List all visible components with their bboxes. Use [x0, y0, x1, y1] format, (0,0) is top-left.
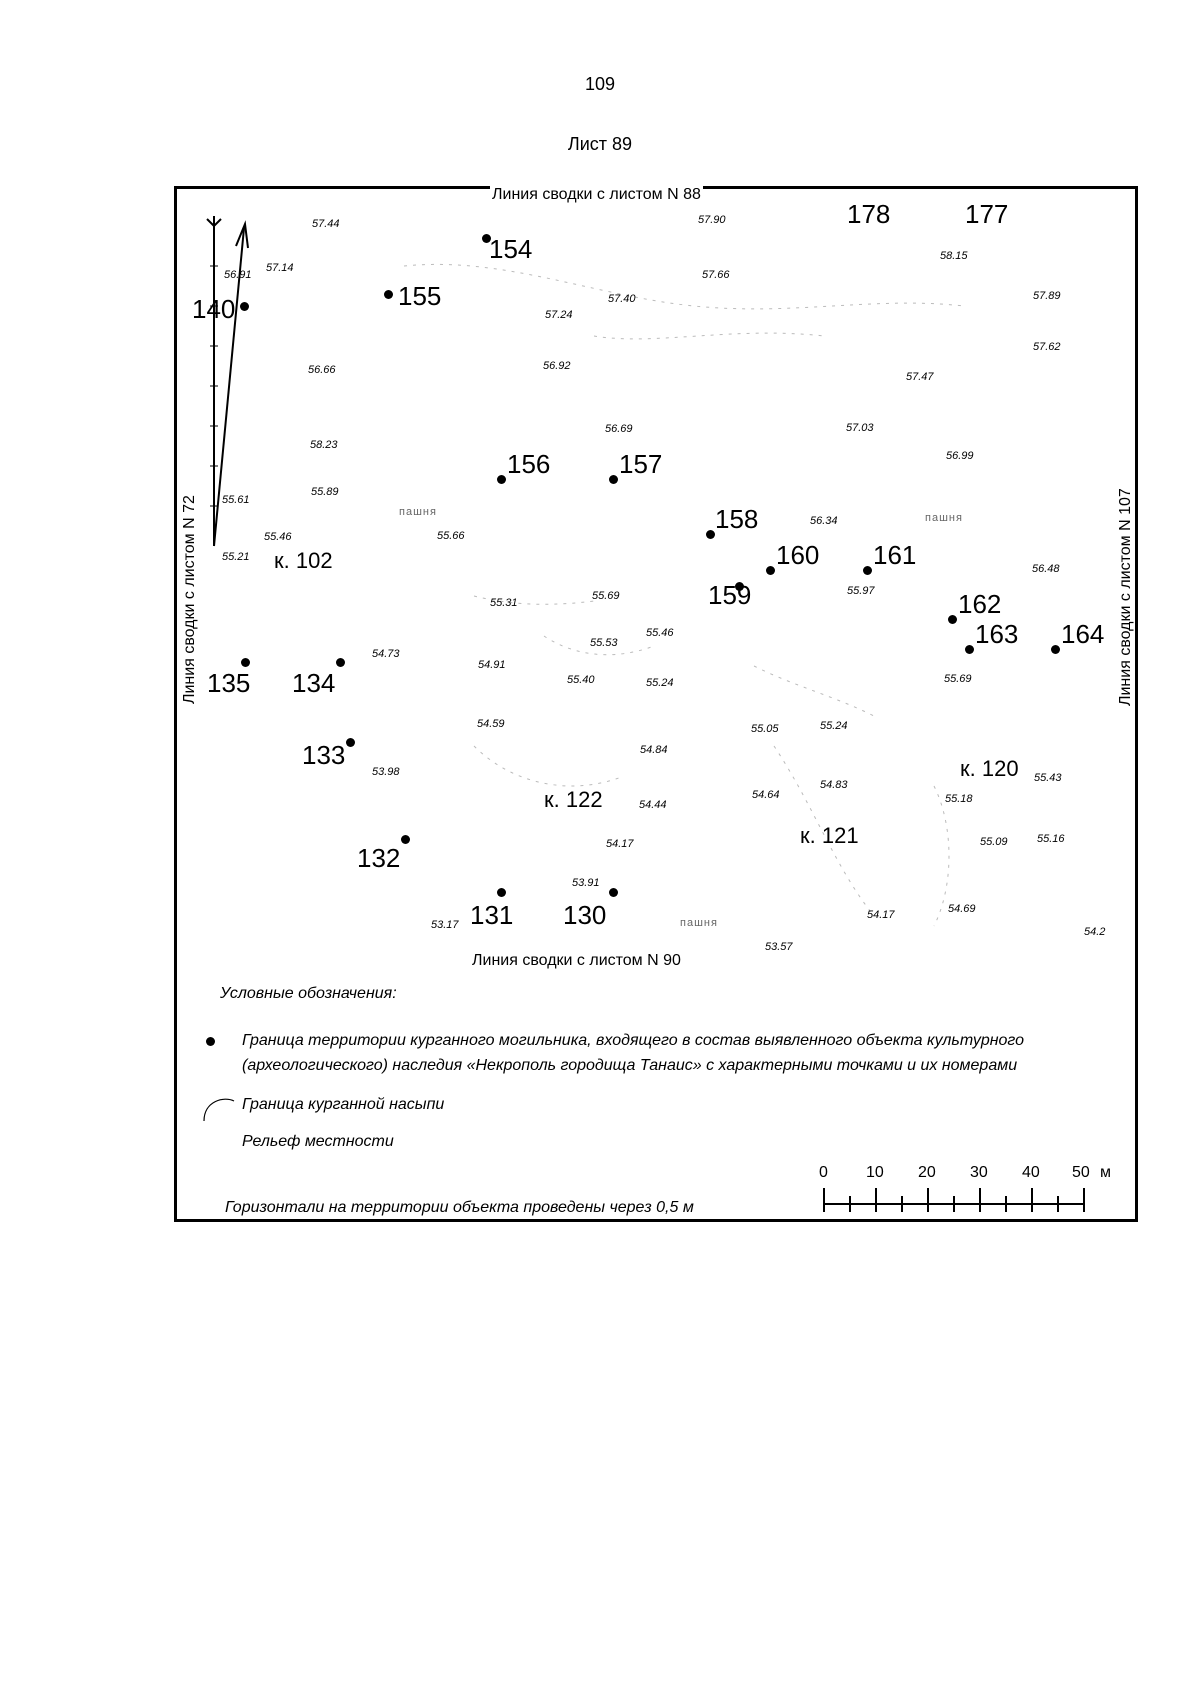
- boundary-point-dot: [401, 835, 410, 844]
- spot-elevation: 54.59: [477, 718, 505, 730]
- scale-unit: м: [1100, 1164, 1111, 1181]
- page-number: 109: [584, 74, 616, 94]
- spot-elevation: 57.47: [906, 371, 934, 383]
- spot-elevation: 57.89: [1033, 290, 1061, 302]
- spot-elevation: 55.43: [1034, 772, 1062, 784]
- scale-tick-label: 30: [970, 1164, 988, 1181]
- spot-elevation: 55.05: [751, 723, 779, 735]
- spot-elevation: 56.66: [308, 364, 336, 376]
- spot-elevation: 55.89: [311, 486, 339, 498]
- spot-elevation: 56.48: [1032, 563, 1060, 575]
- boundary-point-label: 133: [302, 740, 346, 770]
- boundary-point-label: 163: [975, 619, 1019, 649]
- legend-boundary-text-line2: (археологического) наследия «Некрополь городища Танаис» с характерными точками и их номерами: [242, 1057, 1018, 1074]
- boundary-point-symbol-icon: [206, 1037, 215, 1046]
- mound-label: к. 122: [544, 787, 603, 812]
- scale-tick-label: 10: [866, 1164, 884, 1181]
- mound-label: к. 121: [800, 823, 859, 848]
- boundary-point-dot: [346, 738, 355, 747]
- boundary-point-dot: [336, 658, 345, 667]
- spot-elevation: 57.66: [702, 269, 730, 281]
- spot-elevation: 55.46: [264, 531, 292, 543]
- legend-boundary-text-line1: Граница территории курганного могильника, входящего в состав выявленного объекта культурного: [242, 1032, 1025, 1049]
- boundary-point-label: 134: [292, 668, 336, 698]
- boundary-point-dot: [240, 302, 249, 311]
- sheet-title: Лист 89: [567, 134, 633, 154]
- boundary-point-dot: [1051, 645, 1060, 654]
- boundary-point-dot: [609, 888, 618, 897]
- spot-elevation: 54.17: [867, 909, 895, 921]
- spot-elevation: 57.24: [545, 309, 573, 321]
- boundary-point-dot: [766, 566, 775, 575]
- boundary-point-label: 160: [776, 540, 820, 570]
- boundary-point-label: 135: [207, 668, 251, 698]
- legend-title: Условные обозначения:: [220, 985, 397, 1002]
- boundary-point-dot: [241, 658, 250, 667]
- spot-elevation: 53.17: [431, 919, 459, 931]
- boundary-point-dot: [965, 645, 974, 654]
- spot-elevation: 54.17: [606, 838, 634, 850]
- boundary-point-dot: [948, 615, 957, 624]
- boundary-point-dot: [706, 530, 715, 539]
- land-use-label: пашня: [925, 512, 963, 524]
- mound-label: к. 102: [274, 548, 333, 573]
- boundary-point-label: 158: [715, 504, 759, 534]
- edge-label-left: Линия сводки с листом N 72: [181, 495, 198, 704]
- mound-label: к. 120: [960, 756, 1019, 781]
- spot-elevation: 55.53: [590, 637, 618, 649]
- boundary-point-label: 155: [398, 281, 442, 311]
- spot-elevation: 54.69: [948, 903, 976, 915]
- edge-label-top: Линия сводки с листом N 88: [492, 186, 701, 203]
- spot-elevation: 56.92: [543, 360, 571, 372]
- spot-elevation: 57.40: [608, 293, 636, 305]
- spot-elevation: 55.69: [944, 673, 972, 685]
- boundary-point-label: 159: [708, 580, 752, 610]
- boundary-point-dot: [497, 475, 506, 484]
- spot-elevation: 55.21: [222, 551, 250, 563]
- scale-bar: [824, 1188, 1084, 1212]
- boundary-point-dot: [863, 566, 872, 575]
- spot-elevation: 55.31: [490, 597, 518, 609]
- boundary-point-dot: [384, 290, 393, 299]
- spot-elevation: 58.23: [310, 439, 338, 451]
- boundary-point-label: 161: [873, 540, 917, 570]
- boundary-point-label: 164: [1061, 619, 1105, 649]
- spot-elevation: 54.64: [752, 789, 780, 801]
- scale-tick-label: 0: [819, 1164, 828, 1181]
- spot-elevation: 55.09: [980, 836, 1008, 848]
- boundary-point-label: 154: [489, 234, 533, 264]
- spot-elevation: 55.40: [567, 674, 595, 686]
- spot-elevation: 54.2: [1084, 926, 1106, 938]
- legend-relief-text: Рельеф местности: [242, 1133, 394, 1150]
- legend-contours-text: Горизонтали на территории объекта проведены через 0,5 м: [225, 1199, 694, 1216]
- edge-label-right: Линия сводки с листом N 107: [1117, 488, 1134, 706]
- spot-elevation: 55.69: [592, 590, 620, 602]
- spot-elevation: 54.73: [372, 648, 400, 660]
- spot-elevation: 55.46: [646, 627, 674, 639]
- adjacent-point-label: 177: [965, 199, 1009, 229]
- edge-label-bottom: Линия сводки с листом N 90: [472, 952, 681, 969]
- spot-elevation: 54.44: [639, 799, 667, 811]
- scale-tick-label: 40: [1022, 1164, 1040, 1181]
- scale-tick-label: 20: [918, 1164, 936, 1181]
- spot-elevation: 57.03: [846, 422, 874, 434]
- legend-mound-boundary-text: Граница курганной насыпи: [242, 1096, 445, 1113]
- spot-elevation: 57.44: [312, 218, 340, 230]
- spot-elevation: 54.83: [820, 779, 848, 791]
- spot-elevation: 55.24: [646, 677, 674, 689]
- boundary-point-label: 157: [619, 449, 663, 479]
- spot-elevation: 56.91: [224, 269, 252, 281]
- boundary-point-label: 130: [563, 900, 607, 930]
- spot-elevation: 55.18: [945, 793, 973, 805]
- boundary-point-label: 156: [507, 449, 551, 479]
- land-use-label: пашня: [399, 506, 437, 518]
- spot-elevation: 57.62: [1033, 341, 1061, 353]
- spot-elevation: 56.99: [946, 450, 974, 462]
- spot-elevation: 58.15: [940, 250, 968, 262]
- boundary-point-label: 132: [357, 843, 401, 873]
- spot-elevation: 53.57: [765, 941, 793, 953]
- spot-elevation: 57.90: [698, 214, 726, 226]
- scale-tick-label: 50: [1072, 1164, 1090, 1181]
- boundary-point-dot: [609, 475, 618, 484]
- boundary-point-label: 162: [958, 589, 1002, 619]
- boundary-point-label: 131: [470, 900, 514, 930]
- boundary-point-label: 140: [192, 294, 236, 324]
- spot-elevation: 56.69: [605, 423, 633, 435]
- adjacent-point-label: 178: [847, 199, 891, 229]
- spot-elevation: 55.24: [820, 720, 848, 732]
- relief-contours: [404, 264, 964, 926]
- spot-elevation: 55.97: [847, 585, 875, 597]
- spot-elevation: 55.66: [437, 530, 465, 542]
- spot-elevation: 55.61: [222, 494, 250, 506]
- spot-elevation: 54.84: [640, 744, 668, 756]
- spot-elevation: 55.16: [1037, 833, 1065, 845]
- spot-elevation: 53.98: [372, 766, 400, 778]
- spot-elevation: 53.91: [572, 877, 600, 889]
- boundary-point-dot: [497, 888, 506, 897]
- spot-elevation: 57.14: [266, 262, 294, 274]
- land-use-label: пашня: [680, 917, 718, 929]
- spot-elevation: 54.91: [478, 659, 506, 671]
- mound-boundary-symbol-icon: [204, 1099, 234, 1121]
- spot-elevation: 56.34: [810, 515, 838, 527]
